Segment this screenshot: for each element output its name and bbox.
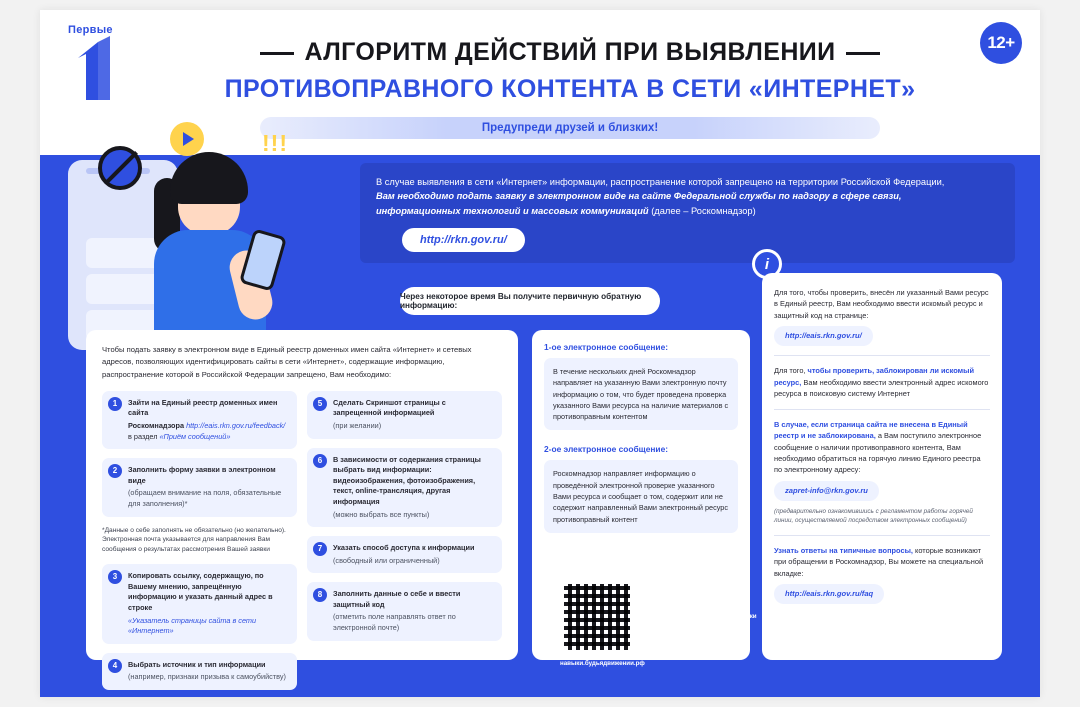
step-title: Указать способ доступа к информации (333, 543, 475, 553)
step-item-5 (307, 391, 502, 439)
step-title: Зайти на Единый реестр доменных имен сайта (128, 397, 278, 418)
second-email-title: 2-ое электронное сообщение: (544, 444, 669, 455)
step-number: 4 (108, 659, 122, 673)
qr-code-icon[interactable] (560, 580, 634, 654)
intro-line-3: информационных технологий и массовых коммуникаций (376, 205, 649, 216)
info-block-hotline-text-a: В случае, если страница сайта не внесена в Единый реестр и не заблокирована, (774, 419, 968, 441)
step-subtext: (при желании) (333, 421, 382, 431)
poster-subtitle: Предупреди друзей и близких! (260, 117, 880, 139)
divider (774, 409, 990, 410)
step-subtext: (обращаем внимание на поля, обязательные для заполнения)* (128, 488, 282, 508)
info-block-blocked-text-a: Для того, (774, 366, 806, 376)
step-link: «Указатель страницы сайта в сети «Интернет» (128, 615, 257, 636)
logo-mark-icon (68, 36, 154, 102)
info-block-blocked-text-b: чтобы проверить, заблокирован ли искомый ресурс, (774, 366, 974, 387)
step-number: 1 (108, 397, 122, 411)
step-subtext: (можно выбрать все пункты) (333, 509, 430, 519)
info-block-registry-text: Для того, чтобы проверить, внесён ли указанный Вами ресурс в Единый реестр, Вам необходимо ввести искомый ресурс и защитный код на странице: (774, 288, 989, 320)
age-rating-badge: 12+ (980, 22, 1022, 64)
step-number: 7 (313, 542, 327, 556)
info-icon: i (752, 249, 782, 279)
step-number: 2 (108, 464, 122, 478)
step-item-4 (102, 653, 297, 690)
step-number: 5 (313, 397, 327, 411)
info-block-hotline-text-b: а Вам поступило электронное сообщение о наличии противоправного контента, Вам необходимо обратиться на горячую линию Единого реестра по электронному адресу: (774, 431, 982, 475)
exclamation-icon: !!! (262, 130, 288, 156)
eais-link[interactable]: http://eais.rkn.gov.ru/ (774, 326, 873, 346)
info-block-hotline (774, 419, 990, 526)
second-email-text: Роскомнадзор направляет информацию о проведённой электронной проверке указанного Вами ресурса и сообщает о том, содержит или не содержит направленный Вами электронный ресурс противоправный контент (544, 460, 738, 532)
info-block-faq (774, 545, 990, 604)
step-item-8 (307, 582, 502, 640)
step-item-1 (102, 391, 297, 449)
steps-column-right (307, 391, 502, 690)
step-item-3 (102, 564, 297, 643)
step-tail-link: «Приём сообщений» (159, 431, 231, 441)
brand-logo (68, 24, 158, 110)
divider (774, 355, 990, 356)
step-link[interactable]: http://eais.rkn.gov.ru/feedback/ (186, 421, 286, 431)
step-footnote: *Данные о себе заполнять не обязательно (но желательно). Электронная почта указывается для направления Вам сообщения о результатах рассмотрения Вашей заявки (102, 526, 286, 554)
info-block-hotline-note: (предварительно ознакомившись с регламентом работы горячей линии, осуществляемой посредством электронных сообщений) (774, 507, 973, 525)
instructions-intro (102, 344, 502, 381)
feedback-banner: Через некоторое время Вы получите первичную обратную информацию: (400, 287, 660, 315)
faq-link[interactable]: http://eais.rkn.gov.ru/faq (774, 584, 884, 604)
step-subtext: (свободный или ограниченный) (333, 555, 440, 565)
poster-title-block (190, 38, 950, 104)
info-block-blocked-text-c: Вам необходимо ввести электронный адрес искомого ресурса в поисковую систему Интернет (774, 377, 989, 399)
step-tail: в раздел (128, 431, 158, 441)
step-number: 3 (108, 570, 122, 584)
instructions-panel (86, 330, 518, 682)
poster-sheet (40, 10, 1040, 697)
poster-body (40, 130, 1040, 697)
step-number: 8 (313, 588, 327, 602)
first-email-text: В течение нескольких дней Роскомнадзор направляет на указанную Вами электронную почту информацию о том, что будет проведена проверка указанного Вами ресурса на наличие материалов с противоправным контентом (544, 358, 738, 430)
intro-line-3-tail: (далее – Роскомнадзор) (651, 205, 756, 216)
info-block-registry (774, 287, 990, 346)
character-hair (170, 152, 248, 204)
poster-title-line1: АЛГОРИТМ ДЕЙСТВИЙ ПРИ ВЫЯВЛЕНИИ (260, 38, 879, 67)
info-block-faq-text-a: Узнать ответы на типичные вопросы, (774, 545, 913, 555)
info-block-blocked (774, 365, 990, 399)
play-icon (170, 122, 204, 156)
info-block-faq-text-b: которые возникают при обращении в Роскомнадзор, Вы можете на специальной вкладке: (774, 545, 984, 578)
step-title: Сделать Скриншот страницы с запрещенной информацией (333, 397, 446, 418)
step-item-6 (307, 448, 502, 527)
step-title: Заполнить данные о себе и ввести защитный код (333, 589, 461, 609)
step-title: Выбрать источник и тип информации (128, 659, 266, 669)
steps-column-left (102, 391, 297, 690)
step-title-2: Роскомнадзора (128, 421, 185, 431)
intro-line-2: Вам необходимо подать заявку в электронном виде на сайте Федеральной службы по надзору в сфере связи, (376, 191, 902, 202)
step-title: Заполнить форму заявки в электронном виде (128, 465, 276, 485)
info-panel (762, 273, 1002, 660)
step-title: Копировать ссылку, содержащую, по Вашему мнению, запрещённую информацию и указать данный адрес в строке (128, 571, 273, 612)
qr-block (560, 580, 760, 670)
first-email-title: 1-ое электронное сообщение: (544, 342, 669, 352)
step-number: 6 (313, 454, 327, 468)
brand-logo-label: Первые (68, 24, 113, 36)
hotline-email[interactable]: zapret-info@rkn.gov.ru (774, 481, 879, 501)
step-item-2 (102, 458, 297, 516)
rkn-website-link[interactable]: http://rkn.gov.ru/ (402, 228, 525, 252)
step-subtext: (например, признаки призыва к самоубийству) (128, 672, 286, 682)
qr-description: Смотри выпуски по противодействию наркотикам, правовой безопасности в первой помощи марафона «Первые. Навыки для жизни» и экспертами на сайте (642, 585, 757, 630)
divider (774, 535, 990, 536)
step-title: В зависимости от содержания страницы выбрать вид информации: видеоизображения, фотоизображения, текст, online-трансляция, другая информация (333, 454, 481, 506)
prohibited-sign-icon (98, 146, 142, 190)
step-subtext: (отметить поле направлять ответ по электронной почте) (333, 612, 456, 632)
intro-line-1: В случае выявления в сети «Интернет» информации, распространение которой запрещено на территории Российской Федерации, (376, 177, 945, 187)
step-item-7 (307, 536, 502, 573)
instructions-intro-text: Чтобы подать заявку в электронном виде в Единый реестр доменных имен сайта «Интернет» и сетевых адресов, позволяющих идентифицировать сайты в сети «Интернет», содержащие информацию, распространение которой в Российской Федерации запрещено, Вам необходимо: (102, 345, 472, 379)
steps-grid (102, 391, 502, 690)
poster-title-line2: ПРОТИВОПРАВНОГО КОНТЕНТА В СЕТИ «ИНТЕРНЕТ» (224, 74, 916, 103)
qr-url[interactable]: навыки.будьядвижении.рф (560, 660, 645, 667)
